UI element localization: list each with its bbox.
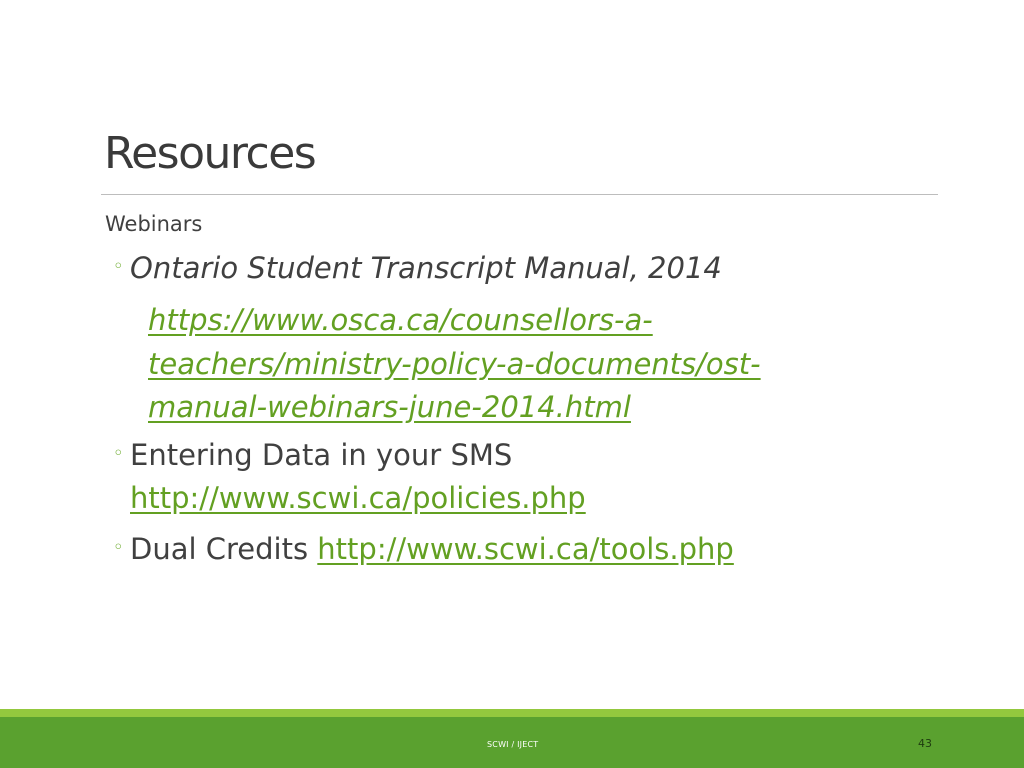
link-scwi-policies[interactable]: http://www.scwi.ca/policies.php bbox=[130, 481, 586, 515]
bullet-marker: ◦ bbox=[113, 537, 124, 558]
slide-title: Resources bbox=[104, 128, 316, 179]
page-number: 43 bbox=[918, 737, 932, 750]
link-ost-webinars-line-1[interactable]: https://www.osca.ca/counsellors-a- bbox=[148, 303, 653, 337]
link-scwi-tools[interactable]: http://www.scwi.ca/tools.php bbox=[317, 532, 734, 566]
footer-text: SCWI / IJECT bbox=[487, 740, 539, 749]
link-ost-webinars-line-3[interactable]: manual-webinars-june-2014.html bbox=[148, 390, 631, 424]
section-heading: Webinars bbox=[105, 212, 203, 236]
bullet-text-entering-data: Entering Data in your SMS bbox=[130, 438, 513, 472]
title-divider bbox=[101, 194, 938, 195]
bullet-marker: ◦ bbox=[113, 443, 124, 464]
bullet-text-ost-manual: Ontario Student Transcript Manual, 2014 bbox=[130, 251, 722, 285]
link-ost-webinars-line-2[interactable]: teachers/ministry-policy-a-documents/ost- bbox=[148, 347, 761, 381]
bullet-text-dual-credits: Dual Credits bbox=[130, 532, 309, 566]
footer-accent-strip bbox=[0, 709, 1024, 717]
bullet-marker: ◦ bbox=[113, 256, 124, 277]
